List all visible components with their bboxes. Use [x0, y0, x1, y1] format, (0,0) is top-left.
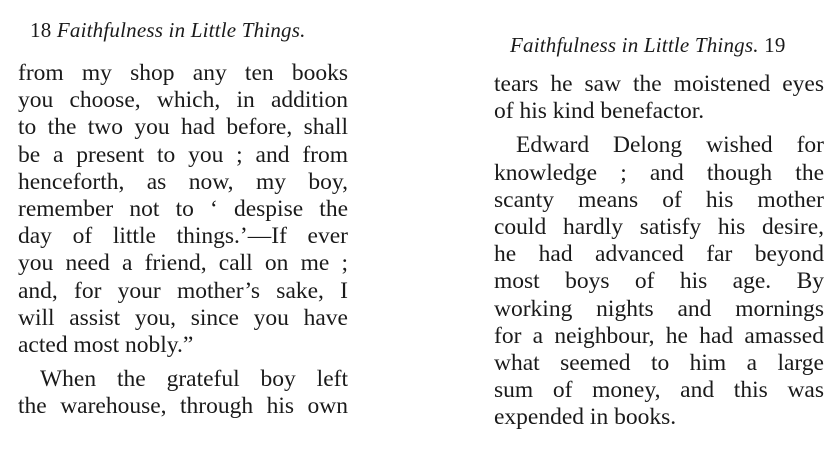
left-body-text: [18, 60, 348, 420]
page-number: 19: [764, 33, 786, 57]
running-title: Faithfulness in Little Things.: [56, 18, 306, 42]
text-line: scanty means of his mother: [494, 186, 824, 213]
text-line: will assist you, since you have: [18, 304, 348, 331]
text-line: you need a friend, call on me ;: [18, 250, 348, 277]
right-running-head: [510, 33, 786, 58]
text-line: be a present to you ; and from: [18, 141, 348, 168]
text-line: the warehouse, through his own: [18, 393, 348, 420]
text-line: and, for your mother’s sake, I: [18, 277, 348, 304]
text-line: to the two you had before, shall: [18, 114, 348, 141]
text-line: expended in books.: [494, 404, 677, 431]
text-line: Edward Delong wished for: [516, 132, 824, 159]
page-number: 18: [30, 18, 52, 42]
text-line: from my shop any ten books: [18, 60, 348, 86]
text-line: henceforth, as now, my boy,: [18, 168, 348, 195]
text-line: acted most nobly.”: [18, 331, 194, 358]
running-title: Faithfulness in Little Things.: [510, 33, 759, 57]
text-line: could hardly satisfy his desire,: [494, 213, 824, 240]
text-line: for a neighbour, he had amassed: [494, 322, 824, 349]
text-line: day of little things.’—If ever: [18, 223, 348, 250]
right-body-text: [494, 71, 824, 431]
text-line: knowledge ; and though the: [494, 159, 824, 186]
text-line: working nights and mornings: [494, 295, 824, 322]
left-running-head: [30, 18, 306, 43]
text-line: When the grateful boy left: [40, 366, 348, 393]
text-line: you choose, which, in addition: [18, 87, 348, 114]
text-line: most boys of his age. By: [494, 268, 824, 295]
text-line: what seemed to him a large: [494, 349, 824, 376]
right-page: [420, 0, 839, 456]
text-line: tears he saw the moistened eyes: [494, 71, 824, 97]
text-line: remember not to ‘ despise the: [18, 195, 348, 222]
text-line: sum of money, and this was: [494, 377, 824, 404]
text-line: he had advanced far beyond: [494, 241, 824, 268]
text-line: of his kind benefactor.: [494, 98, 705, 125]
